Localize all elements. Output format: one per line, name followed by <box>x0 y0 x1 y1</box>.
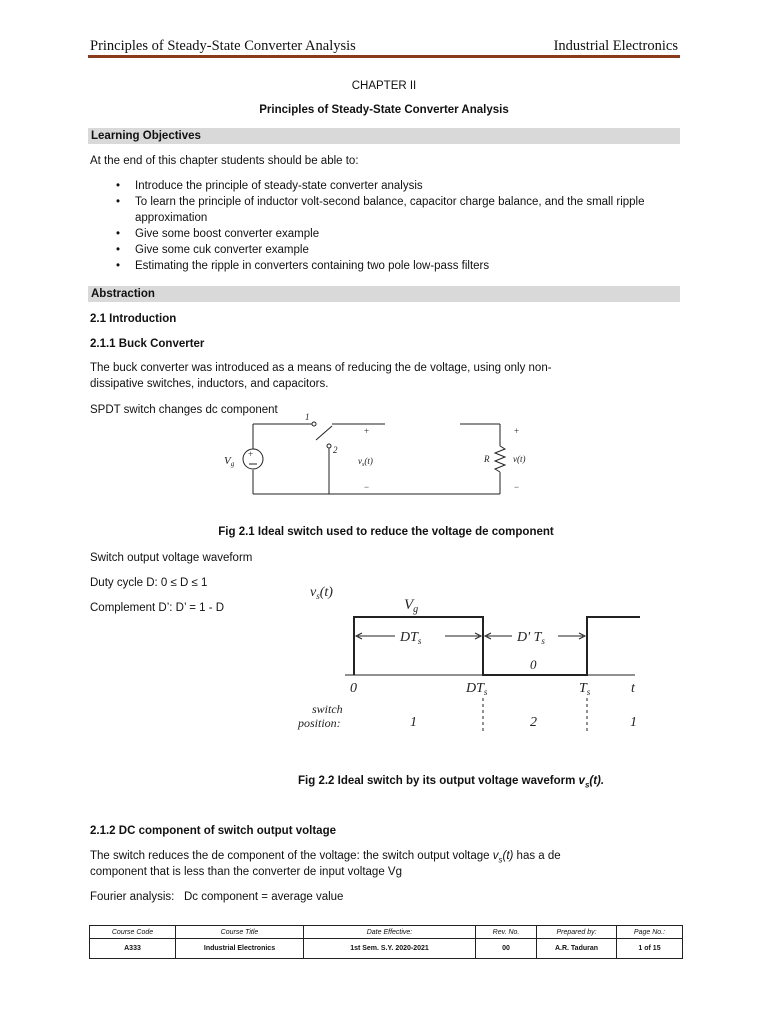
vs-label: $v_s(t)$ <box>358 456 373 468</box>
footer-header-row <box>90 926 683 939</box>
v-minus: − <box>514 482 520 492</box>
footer-header-cell: Page No.: <box>617 926 683 939</box>
vg-level-label: $V_g$ <box>404 597 419 615</box>
ts-tick-label: $T_s$ <box>579 681 591 697</box>
running-header-title: Principles of Steady-State Converter Analysis <box>90 38 356 54</box>
list-item: • Give some cuk converter example <box>90 242 680 258</box>
switch-position-2: 2 <box>530 715 537 730</box>
position-2-label: 2 <box>333 445 338 455</box>
footer-value-row <box>90 939 683 959</box>
buck-paragraph-line2: dissipative switches, inductors, and capacitors. <box>90 378 329 390</box>
objectives-intro: At the end of this chapter students should be able to: <box>90 155 359 167</box>
running-header-course: Industrial Electronics <box>553 38 678 54</box>
footer-value-cell: A333 <box>90 939 176 959</box>
footer-header-cell: Prepared by: <box>537 926 617 939</box>
footer-header-cell: Date Effective: <box>304 926 476 939</box>
section-heading-dc-component: 2.1.2 DC component of switch output voltage <box>90 825 336 837</box>
switch-pole-2 <box>327 444 331 448</box>
vg-label: Vg <box>224 455 235 468</box>
source-plus: + <box>248 449 254 459</box>
header-rule <box>88 55 680 58</box>
resistor <box>495 446 505 472</box>
footer-value-cell: 1 of 15 <box>617 939 683 959</box>
duty-cycle-text: Duty cycle D: 0 ≤ D ≤ 1 <box>90 577 208 589</box>
switch-label-line2: position: <box>298 716 341 730</box>
switch-position-3: 1 <box>630 715 637 730</box>
footer-header-cell: Course Title <box>176 926 304 939</box>
dts-interval-label: $DT_s$ <box>400 630 422 646</box>
list-item: • Give some boost converter example <box>90 226 680 242</box>
list-item: • To learn the principle of inductor volt-second balance, capacitor charge balance, and the small ripple approximation <box>90 194 680 226</box>
dpts-interval-label: D' $T_s$ <box>517 630 545 646</box>
buck-paragraph-line1: The buck converter was introduced as a means of reducing the de voltage, using only non- <box>90 362 552 374</box>
section-heading-introduction: 2.1 Introduction <box>90 313 177 325</box>
v-plus: + <box>514 426 520 436</box>
v-label: v(t) <box>513 454 526 464</box>
t-axis-label: t <box>631 681 635 696</box>
objectives-list <box>90 178 680 274</box>
footer-table <box>89 925 683 959</box>
chapter-label: CHAPTER II <box>351 80 417 92</box>
fig-2-1-circuit <box>220 412 540 502</box>
footer-header-cell: Course Code <box>90 926 176 939</box>
footer-value-cell: Industrial Electronics <box>176 939 304 959</box>
fig-2-2-caption: Fig 2.2 Ideal switch by its output voltage waveform $v_s(t)$. <box>298 775 605 790</box>
switch-output-text: Switch output voltage waveform <box>90 552 253 564</box>
fourier-text: Fourier analysis: Dc component = average value <box>90 891 344 903</box>
switch-position-1: 1 <box>410 715 417 730</box>
fig-2-2-waveform <box>290 580 650 750</box>
footer-value-cell: A.R. Taduran <box>537 939 617 959</box>
r-label: R <box>484 454 490 464</box>
section-heading-buck-converter: 2.1.1 Buck Converter <box>90 338 205 350</box>
abstraction-heading: Abstraction <box>88 286 680 302</box>
spdt-text: SPDT switch changes dc component <box>90 404 278 416</box>
learning-objectives-heading: Learning Objectives <box>88 128 680 144</box>
origin-label: 0 <box>350 681 357 696</box>
vs-plus: + <box>364 426 370 436</box>
complement-text: Complement D’: D’ = 1 - D <box>90 602 225 614</box>
vs-axis-label: $v_s(t)$ <box>310 585 333 601</box>
switch-blade <box>316 426 332 440</box>
waveform-trace <box>354 617 640 675</box>
fig-2-1-caption: Fig 2.1 Ideal switch used to reduce the voltage de component <box>218 526 554 538</box>
dts-tick-label: $DT_s$ <box>466 681 488 697</box>
dc-paragraph-line2: component that is less than the converter de input voltage Vg <box>90 866 402 878</box>
switch-pole-1 <box>312 422 316 426</box>
dc-paragraph-line1: The switch reduces the de component of the voltage: the switch output voltage $v_s(t)$ has a de <box>90 850 561 865</box>
list-item: • Introduce the principle of steady-state converter analysis <box>90 178 680 194</box>
switch-label-line1: switch <box>312 702 343 716</box>
vs-minus: − <box>364 482 370 492</box>
position-1-label: 1 <box>305 412 310 422</box>
chapter-title: Principles of Steady-State Converter Analysis <box>259 104 509 116</box>
footer-header-cell: Rev. No. <box>476 926 537 939</box>
footer-value-cell: 00 <box>476 939 537 959</box>
zero-level-label: 0 <box>530 657 537 672</box>
list-item: • Estimating the ripple in converters containing two pole low-pass filters <box>90 258 680 274</box>
footer-value-cell: 1st Sem. S.Y. 2020-2021 <box>304 939 476 959</box>
